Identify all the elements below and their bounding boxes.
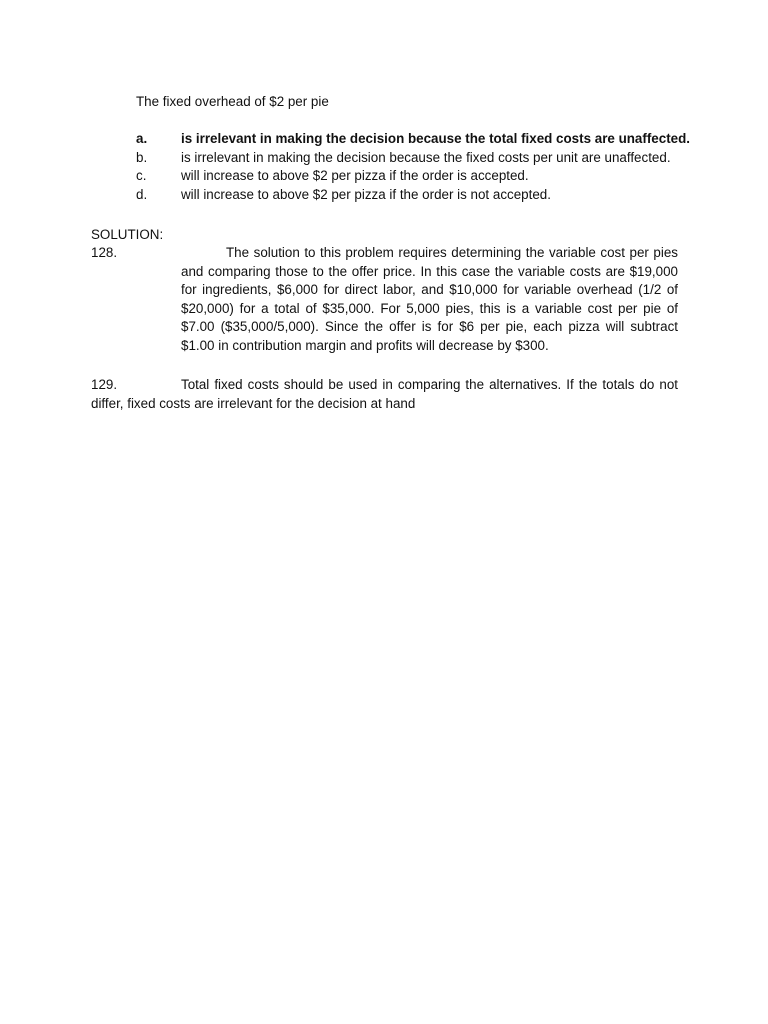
answer-options: [136, 130, 696, 205]
option-letter: a.: [136, 131, 148, 146]
option-text: is irrelevant in making the decision because the fixed costs per unit are unaffected.: [181, 149, 671, 165]
answer-text: Total fixed costs should be used in comparing the alternatives. If the totals do not differ, fixed costs are irrelevant for the decision at hand: [91, 377, 678, 411]
option-letter: c.: [136, 168, 147, 184]
answer-text: The solution to this problem requires determining the variable cost per pies and comparing those to the offer price. In this case the variable costs are $19,000 for ingredients, $6,000 for direct labor, and $10,000 for variable overhead (1/2 of $20,000) for a total of $35,000. For 5,000 pies, this is a variable cost per pie of $7.00 ($35,000/5,000). Since the offer is for $6 per pie, each pizza will subtract $1.00 in contribution margin and profits will decrease by $300.: [181, 245, 678, 353]
question-stem: The fixed overhead of $2 per pie: [136, 94, 329, 109]
solution-heading: SOLUTION:: [91, 227, 164, 242]
option-text: will increase to above $2 per pizza if the order is not accepted.: [181, 187, 551, 203]
option-d: [136, 186, 696, 205]
answer-number: 129.: [91, 377, 118, 392]
solution-answer-128: [91, 244, 678, 356]
option-letter: b.: [136, 149, 148, 165]
option-b: [136, 149, 696, 168]
solution-answer-129: [91, 376, 678, 413]
option-c: [136, 167, 696, 186]
option-text: is irrelevant in making the decision because the total fixed costs are unaffected.: [181, 131, 691, 146]
option-letter: d.: [136, 187, 148, 203]
option-text: will increase to above $2 per pizza if the order is accepted.: [181, 168, 529, 184]
option-a: [136, 130, 696, 149]
answer-number: 128.: [91, 245, 118, 260]
